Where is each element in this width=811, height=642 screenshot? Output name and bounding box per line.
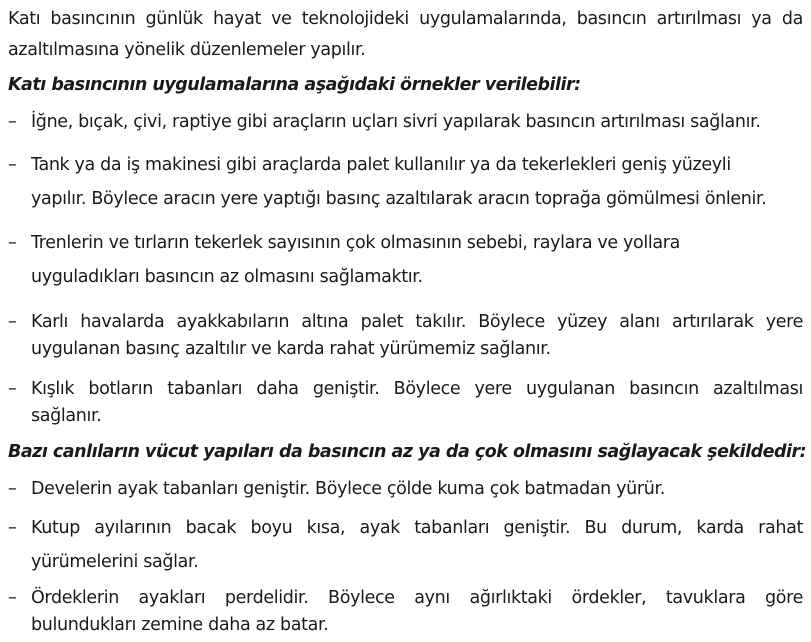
list-item-text: yapılır. Böylece aracın yere yaptığı basınç azaltılarak aracın toprağa gömülmesi önlenir.: [31, 189, 767, 209]
bullet-dash: –: [8, 479, 17, 499]
bullet-dash: –: [8, 588, 17, 608]
list-item-text: Trenlerin ve tırların tekerlek sayısının çok olmasının sebebi, raylara ve yollara: [31, 233, 681, 253]
section2-heading: Bazı canlıların vücut yapıları da basıncın az ya da çok olmasını sağlayacak şekildedir:: [8, 442, 807, 462]
list-item-text: sağlanır.: [31, 406, 102, 426]
list-item-text: Ördeklerin ayakları perdelidir. Böylece aynı ağırlıktaki ördekler, tavuklara göre: [31, 588, 803, 608]
bullet-dash: –: [8, 155, 17, 175]
intro-line-1: Katı basıncının günlük hayat ve teknolojideki uygulamalarında, basıncın artırılması ya da: [8, 9, 803, 29]
list-item-text: yürümelerini sağlar.: [31, 552, 199, 572]
list-item-text: Karlı havalarda ayakkabıların altına palet takılır. Böylece yüzey alanı artırılarak yere: [31, 312, 803, 332]
list-item-text: Kutup ayılarının bacak boyu kısa, ayak tabanları geniştir. Bu durum, karda rahat: [31, 518, 803, 538]
list-item-text: İğne, bıçak, çivi, raptiye gibi araçların uçları sivri yapılarak basıncın artırılması sağlanır.: [31, 112, 761, 132]
bullet-dash: –: [8, 518, 17, 538]
bullet-dash: –: [8, 312, 17, 332]
bullet-dash: –: [8, 112, 17, 132]
list-item-text: Develerin ayak tabanları geniştir. Böylece çölde kuma çok batmadan yürür.: [31, 479, 665, 499]
bullet-dash: –: [8, 233, 17, 253]
section1-heading: Katı basıncının uygulamalarına aşağıdaki örnekler verilebilir:: [8, 75, 581, 95]
list-item-text: uyguladıkları basıncın az olmasını sağlamaktır.: [31, 267, 423, 287]
list-item-text: Kışlık botların tabanları daha geniştir. Böylece yere uygulanan basıncın azaltılması: [31, 379, 803, 399]
intro-line-2: azaltılmasına yönelik düzenlemeler yapılır.: [8, 40, 366, 60]
list-item-text: uygulanan basınç azaltılır ve karda rahat yürümemiz sağlanır.: [31, 339, 551, 359]
bullet-dash: –: [8, 379, 17, 399]
list-item-text: bulundukları zemine daha az batar.: [31, 615, 329, 635]
list-item-text: Tank ya da iş makinesi gibi araçlarda palet kullanılır ya da tekerlekleri geniş yüzeyli: [31, 155, 731, 175]
